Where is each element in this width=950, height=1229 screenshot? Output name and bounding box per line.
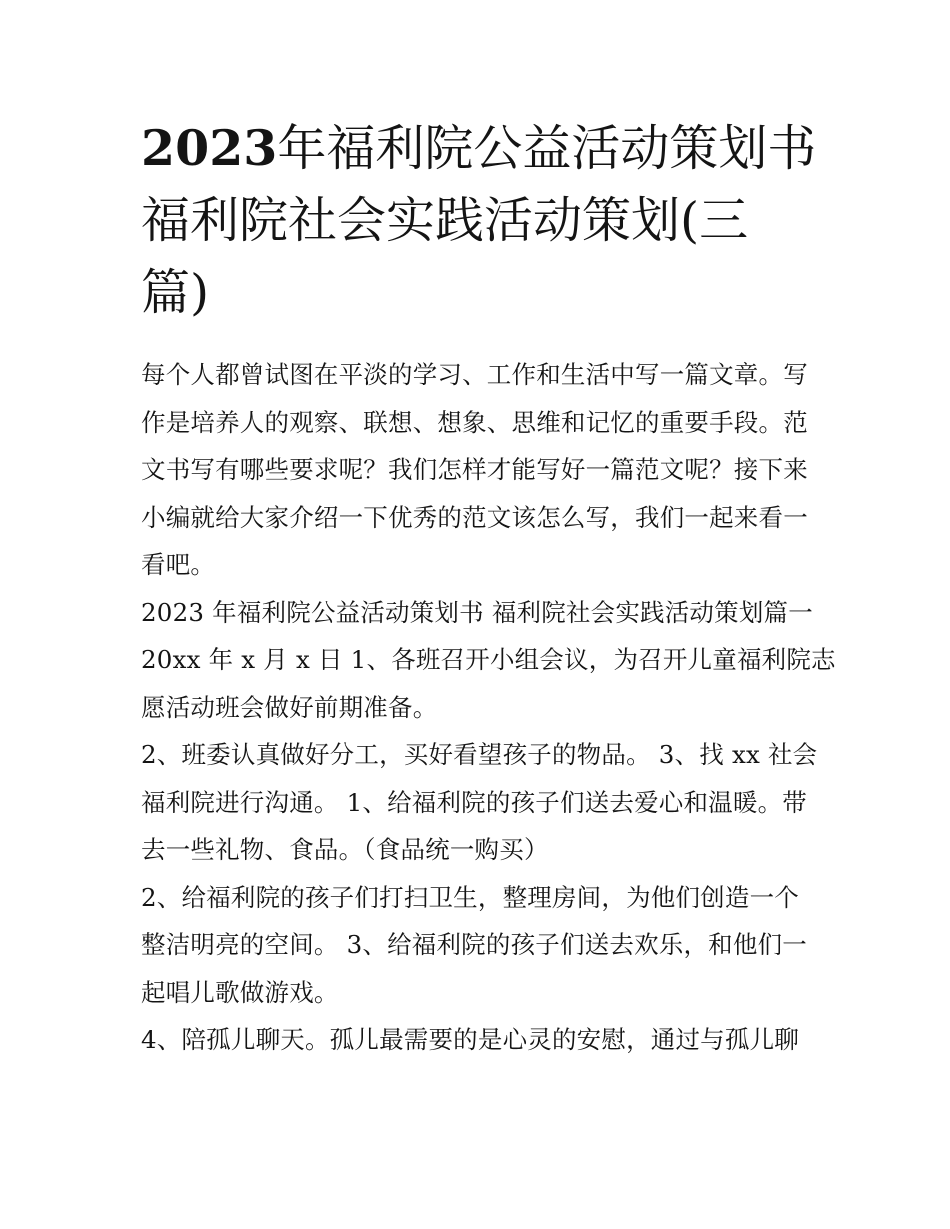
paragraph-activities: [141, 874, 813, 1017]
title-line-2: 福利院社会实践活动策划(三: [141, 192, 749, 249]
paragraph-line: 福利院进行沟通。 1、给福利院的孩子们送去爱心和温暖。带: [141, 787, 807, 817]
paragraph-intro: [141, 351, 813, 589]
paragraph-line: 4、陪孤儿聊天。孤儿最需要的是心灵的安慰，通过与孤儿聊: [141, 1025, 799, 1054]
paragraph-line: 起唱儿歌做游戏。: [141, 977, 339, 1007]
paragraph-line: 2、班委认真做好分工，买好看望孩子的物品。 3、找 xx 社会: [141, 740, 818, 769]
paragraph-line: 愿活动班会做好前期准备。: [141, 692, 438, 722]
title-line-3: 篇): [141, 264, 210, 321]
title-line-1: [141, 112, 817, 185]
document-content: [141, 112, 836, 1064]
document-body: [141, 351, 836, 1064]
paragraph-line: 作是培养人的观察、联想、想象、思维和记忆的重要手段。范: [141, 407, 808, 437]
title-line-1-text: 年福利院公益活动策划书: [277, 120, 817, 177]
paragraph-line: 每个人都曾试图在平淡的学习、工作和生活中写一篇文章。写: [141, 360, 808, 389]
paragraph-line: 去一些礼物、食品。（食品统一购买）: [141, 835, 549, 864]
paragraph-line: 小编就给大家介绍一下优秀的范文该怎么写，我们一起来看一: [141, 502, 808, 532]
paragraph-line: 看吧。: [141, 550, 216, 579]
paragraph-line: 20xx 年 x 月 x 日 1、各班召开小组会议，为召开儿童福利院志: [141, 645, 836, 674]
paragraph-line: 整洁明亮的空间。 3、给福利院的孩子们送去欢乐，和他们一: [141, 930, 807, 959]
paragraph-chat: [141, 1016, 813, 1064]
paragraph-line: 2、给福利院的孩子们打扫卫生，整理房间，为他们创造一个: [141, 882, 799, 912]
title-year: 2023: [141, 119, 278, 177]
paragraph-line: 2023 年福利院公益活动策划书 福利院社会实践活动策划篇一: [141, 597, 813, 627]
document-title: [141, 112, 817, 329]
paragraph-preparation: [141, 731, 818, 874]
paragraph-section-one: [141, 589, 836, 732]
paragraph-line: 文书写有哪些要求呢？我们怎样才能写好一篇范文呢？接下来: [141, 455, 808, 484]
